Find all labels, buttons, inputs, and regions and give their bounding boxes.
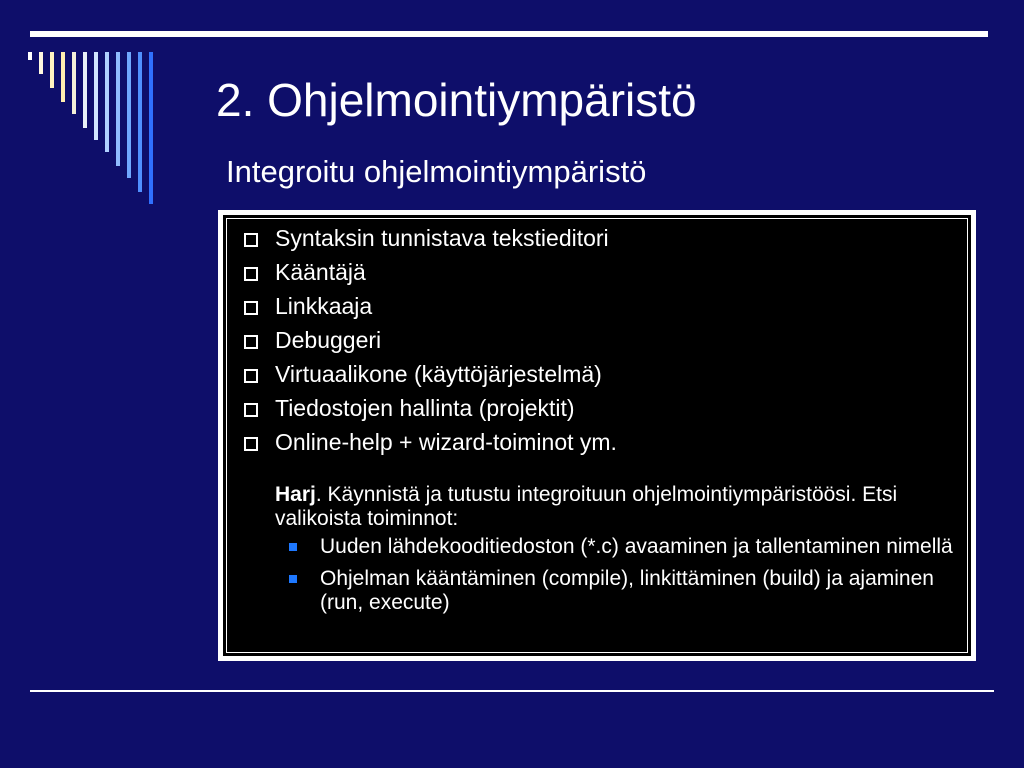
square-bullet-icon (244, 437, 258, 451)
slide-subtitle: Integroitu ohjelmointiympäristö (226, 154, 647, 189)
stripe (105, 52, 109, 152)
slide-title: 2. Ohjelmointiympäristö (216, 74, 697, 126)
sub-list-item: Uuden lähdekooditiedoston (*.c) avaaminen ja tallentaminen nimellä (275, 535, 957, 559)
bottom-rule (30, 690, 994, 692)
stripe (94, 52, 98, 140)
list-item: Virtuaalikone (käyttöjärjestelmä) (239, 357, 957, 391)
stripe (127, 52, 131, 178)
square-bullet-icon (244, 335, 258, 349)
stripe (83, 52, 87, 128)
list-item: Kääntäjä (239, 255, 957, 289)
stripe (39, 52, 43, 74)
list-item: Syntaksin tunnistava tekstieditori (239, 221, 957, 255)
sub-bullet-list (275, 535, 957, 615)
filled-square-bullet-icon (289, 543, 297, 551)
stripe (149, 52, 153, 204)
content-inner (223, 215, 971, 656)
exercise-text: Harj. Käynnistä ja tutustu integroituun ohjelmointiympäristöösi. Etsi valikoista toiminnot: (275, 483, 898, 530)
square-bullet-icon (244, 233, 258, 247)
top-rule (30, 31, 988, 37)
stripe (138, 52, 142, 192)
bullet-list (239, 221, 957, 459)
content-box (218, 210, 976, 661)
decorative-stripes (28, 52, 168, 212)
stripe (61, 52, 65, 102)
square-bullet-icon (244, 301, 258, 315)
filled-square-bullet-icon (289, 575, 297, 583)
square-bullet-icon (244, 403, 258, 417)
stripe (116, 52, 120, 166)
exercise-label: Harj (275, 483, 316, 506)
stripe (50, 52, 54, 88)
sub-list-item: Ohjelman kääntäminen (compile), linkittäminen (build) ja ajaminen (run, execute) (275, 567, 957, 615)
stripe (28, 52, 32, 60)
list-item: Tiedostojen hallinta (projektit) (239, 391, 957, 425)
stripe (72, 52, 76, 114)
list-item: Online-help + wizard-toiminot ym. (239, 425, 957, 459)
list-item: Debuggeri (239, 323, 957, 357)
list-item: Linkkaaja (239, 289, 957, 323)
square-bullet-icon (244, 369, 258, 383)
square-bullet-icon (244, 267, 258, 281)
